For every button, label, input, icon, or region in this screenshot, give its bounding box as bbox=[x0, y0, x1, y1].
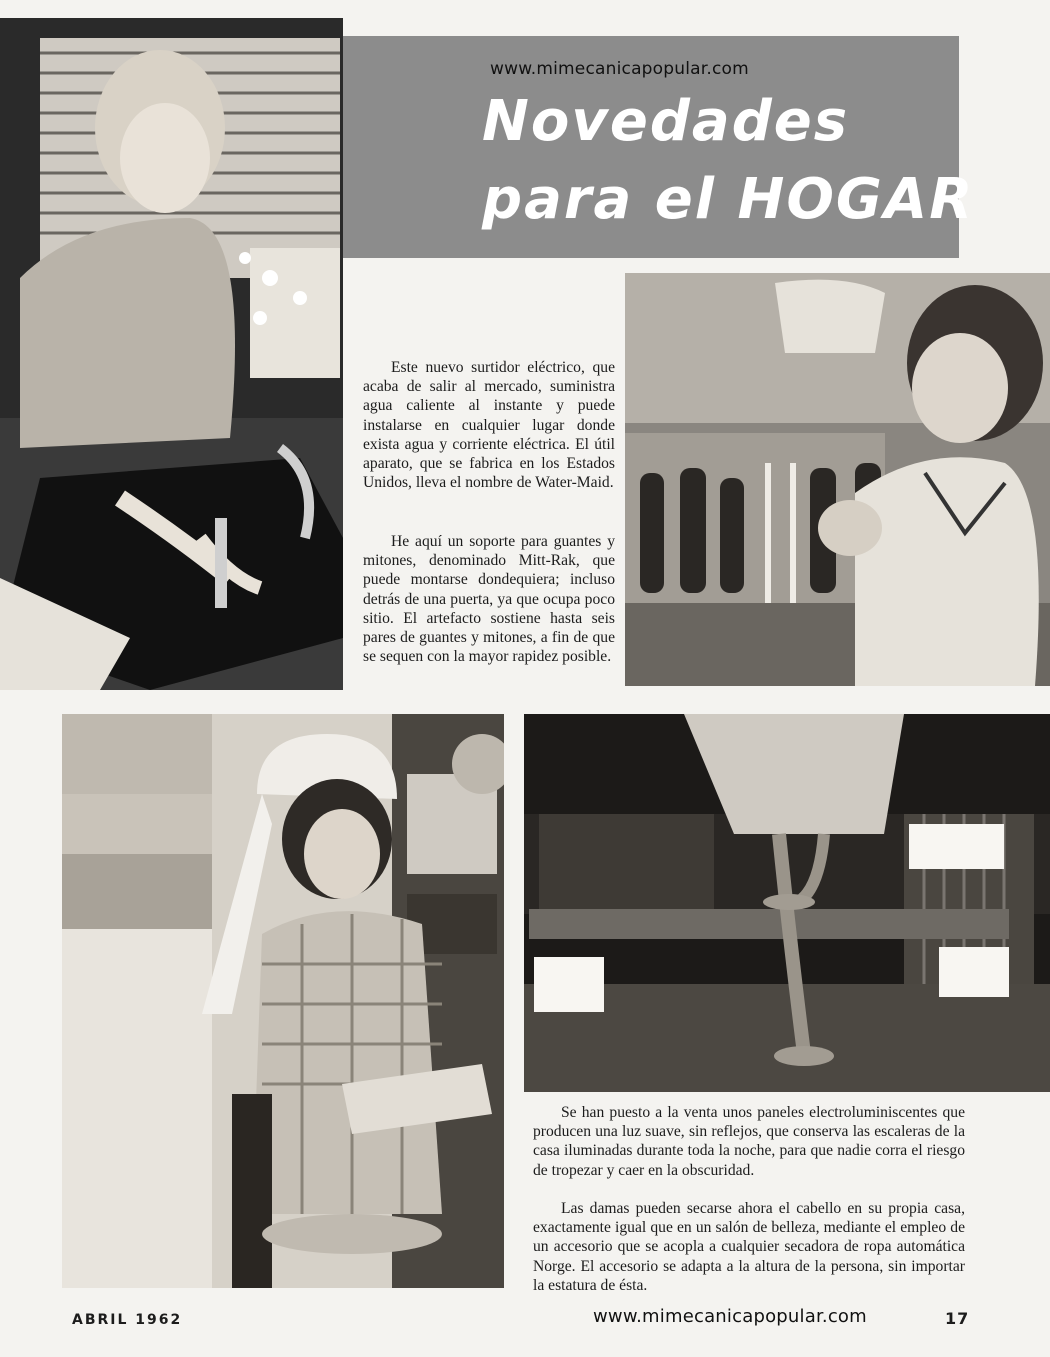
article-mitt-rak: He aquí un soporte para guantes y mitones, denominado Mitt-Rak, que puede montarse dondequiera; incluso detrás de una puerta, ya que ocupa poco sitio. El artefacto sostiene hasta seis pares de guantes y mitones, a fin de que se sequen con la mayor rapidez posible. bbox=[363, 533, 615, 666]
page-title-line-2: para el HOGAR bbox=[482, 167, 975, 232]
article-secadora: Las damas pueden secarse ahora el cabello en su propia casa, exactamente igual que en un salón de belleza, mediante el empleo de un accesorio que se acopla a cualquier secadora de ropa automática Norge. El accesorio se adapta a la altura de la persona, sin importar la estatura de ésta. bbox=[533, 1200, 965, 1294]
photo-woman-at-sink bbox=[0, 18, 343, 690]
photo-illuminated-stairs bbox=[524, 714, 1050, 1092]
footer-page-number: 17 bbox=[945, 1309, 970, 1328]
footer-issue-date: ABRIL 1962 bbox=[72, 1312, 183, 1328]
photo-woman-hair-dryer bbox=[62, 714, 504, 1288]
watermark-top[interactable]: www.mimecanicapopular.com bbox=[490, 59, 749, 79]
watermark-bottom[interactable]: www.mimecanicapopular.com bbox=[593, 1306, 867, 1327]
photo-child-mitten-rack bbox=[625, 273, 1050, 686]
page-title-line-1: Novedades bbox=[482, 89, 850, 154]
article-water-maid: Este nuevo surtidor eléctrico, que acaba de salir al mercado, suministra agua caliente al instante y puede instalarse en cualquier lugar donde exista agua y corriente eléctrica. El útil aparato, que se fabrica en los Estados Unidos, lleva el nombre de Water-Maid. bbox=[363, 359, 615, 492]
article-paneles: Se han puesto a la venta unos paneles electroluminiscentes que producen una luz suave, sin reflejos, que conserva las escaleras de la casa iluminadas durante toda la noche, para que nadie corra el riesgo de tropezar y caer en la obscuridad. bbox=[533, 1104, 965, 1179]
